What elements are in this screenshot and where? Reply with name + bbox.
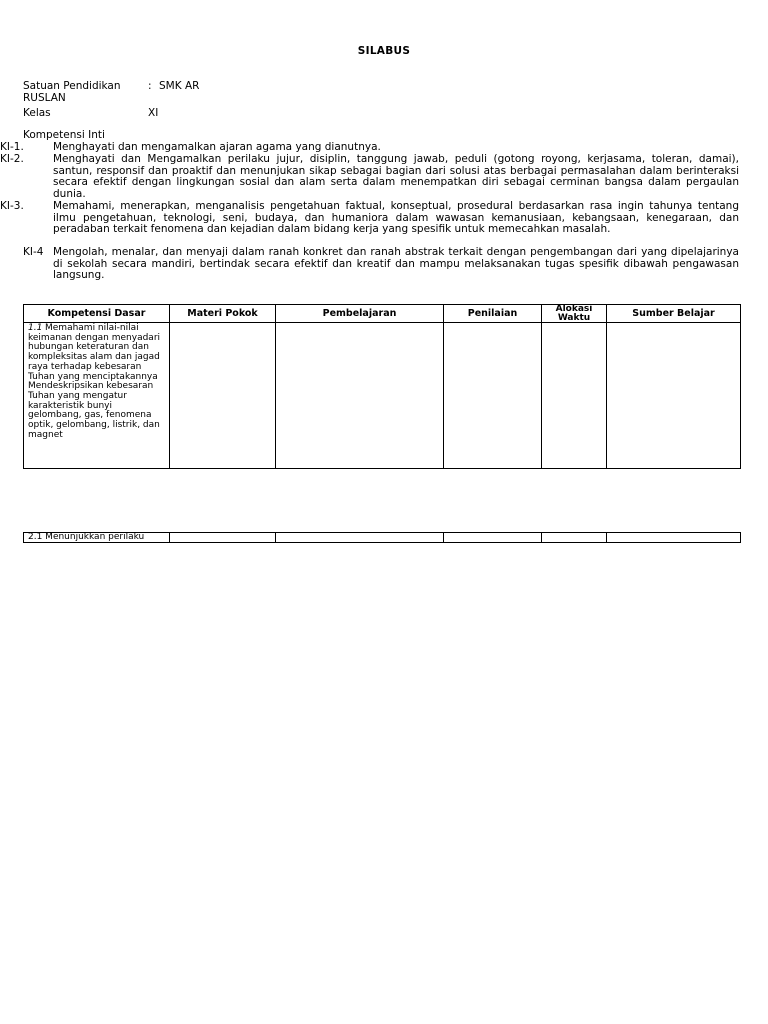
sumber-cell [607,533,741,543]
header-pembelajaran: Pembelajaran [276,305,444,323]
satuan-value: SMK AR [159,80,200,92]
table-row [24,323,741,469]
table-row [24,533,741,543]
penilaian-cell [444,323,542,469]
header-materi-pokok: Materi Pokok [170,305,276,323]
ki-1-number: KI-1. [0,141,24,153]
table-header-row [24,305,741,323]
kelas-value: XI [148,107,159,119]
header-sumber-belajar: Sumber Belajar [607,305,741,323]
kelas-label: Kelas [23,107,51,119]
penilaian-cell [444,533,542,543]
kd-cell: 2.1 Menunjukkan perilaku [24,533,170,543]
kd-number: 1.1 [28,323,43,333]
pembelajaran-cell [276,323,444,469]
page-title: SILABUS [357,45,411,57]
header-alokasi-waktu: Alokasi Waktu [542,305,607,323]
satuan-label: Satuan Pendidikan [23,80,121,92]
ki-3-number: KI-3. [0,200,24,212]
materi-cell [170,533,276,543]
ki-4-text: Mengolah, menalar, dan menyaji dalam ranah konkret dan ranah abstrak terkait dengan pengembangan dari yang dipelajarinya di sekolah secara mandiri, bertindak secara efektif dan kreatif dan mampu melaksanakan tugas spesifik dibawah pengawasan langsung. [53,246,739,282]
ki-heading: Kompetensi Inti [23,129,105,141]
ki-2-number: KI-2. [0,153,24,165]
alokasi-cell [542,533,607,543]
header-penilaian: Penilaian [444,305,542,323]
kd-cell [24,323,170,469]
ki-3-text: Memahami, menerapkan, menganalisis pengetahuan faktual, konseptual, prosedural berdasarkan rasa ingin tahunya tentang ilmu pengetahuan, teknologi, seni, budaya, dan humaniora dalam wawasan kemanusiaan, kebangsaan, kenegaraan, dan peradaban terkait fenomena dan kejadian dalam bidang kerja yang spesifik untuk memecahkan masalah. [53,200,739,236]
header-kompetensi-dasar: Kompetensi Dasar [24,305,170,323]
ki-2-text: Menghayati dan Mengamalkan perilaku jujur, disiplin, tanggung jawab, peduli (gotong royong, kerjasama, toleran, damai), santun, responsif dan proaktif dan menunjukan sikap sebagai bagian dari solusi atas berbagai permasalahan dalam berinteraksi secara efektif dengan lingkungan sosial dan alam serta dalam menempatkan diri sebagai cerminan bangsa dalam pergaulan dunia. [53,153,739,200]
materi-cell [170,323,276,469]
satuan-colon: : [148,80,152,92]
alokasi-cell [542,323,607,469]
silabus-table-continued [23,532,741,543]
satuan-value-cont: RUSLAN [23,92,66,104]
silabus-table [23,304,741,469]
ki-1-text: Menghayati dan mengamalkan ajaran agama yang dianutnya. [53,141,381,153]
kd-text: Memahami nilai-nilai keimanan dengan menyadari hubungan keteraturan dan kompleksitas alam dan jagad raya terhadap kebesaran Tuhan yang menciptakannya Mendeskripsikan kebesaran Tuhan yang mengatur karakteristik bunyi gelombang, gas, fenomena optik, gelombang, listrik, dan magnet [28,323,161,440]
pembelajaran-cell [276,533,444,543]
sumber-cell [607,323,741,469]
ki-4-number: KI-4 [23,246,44,258]
